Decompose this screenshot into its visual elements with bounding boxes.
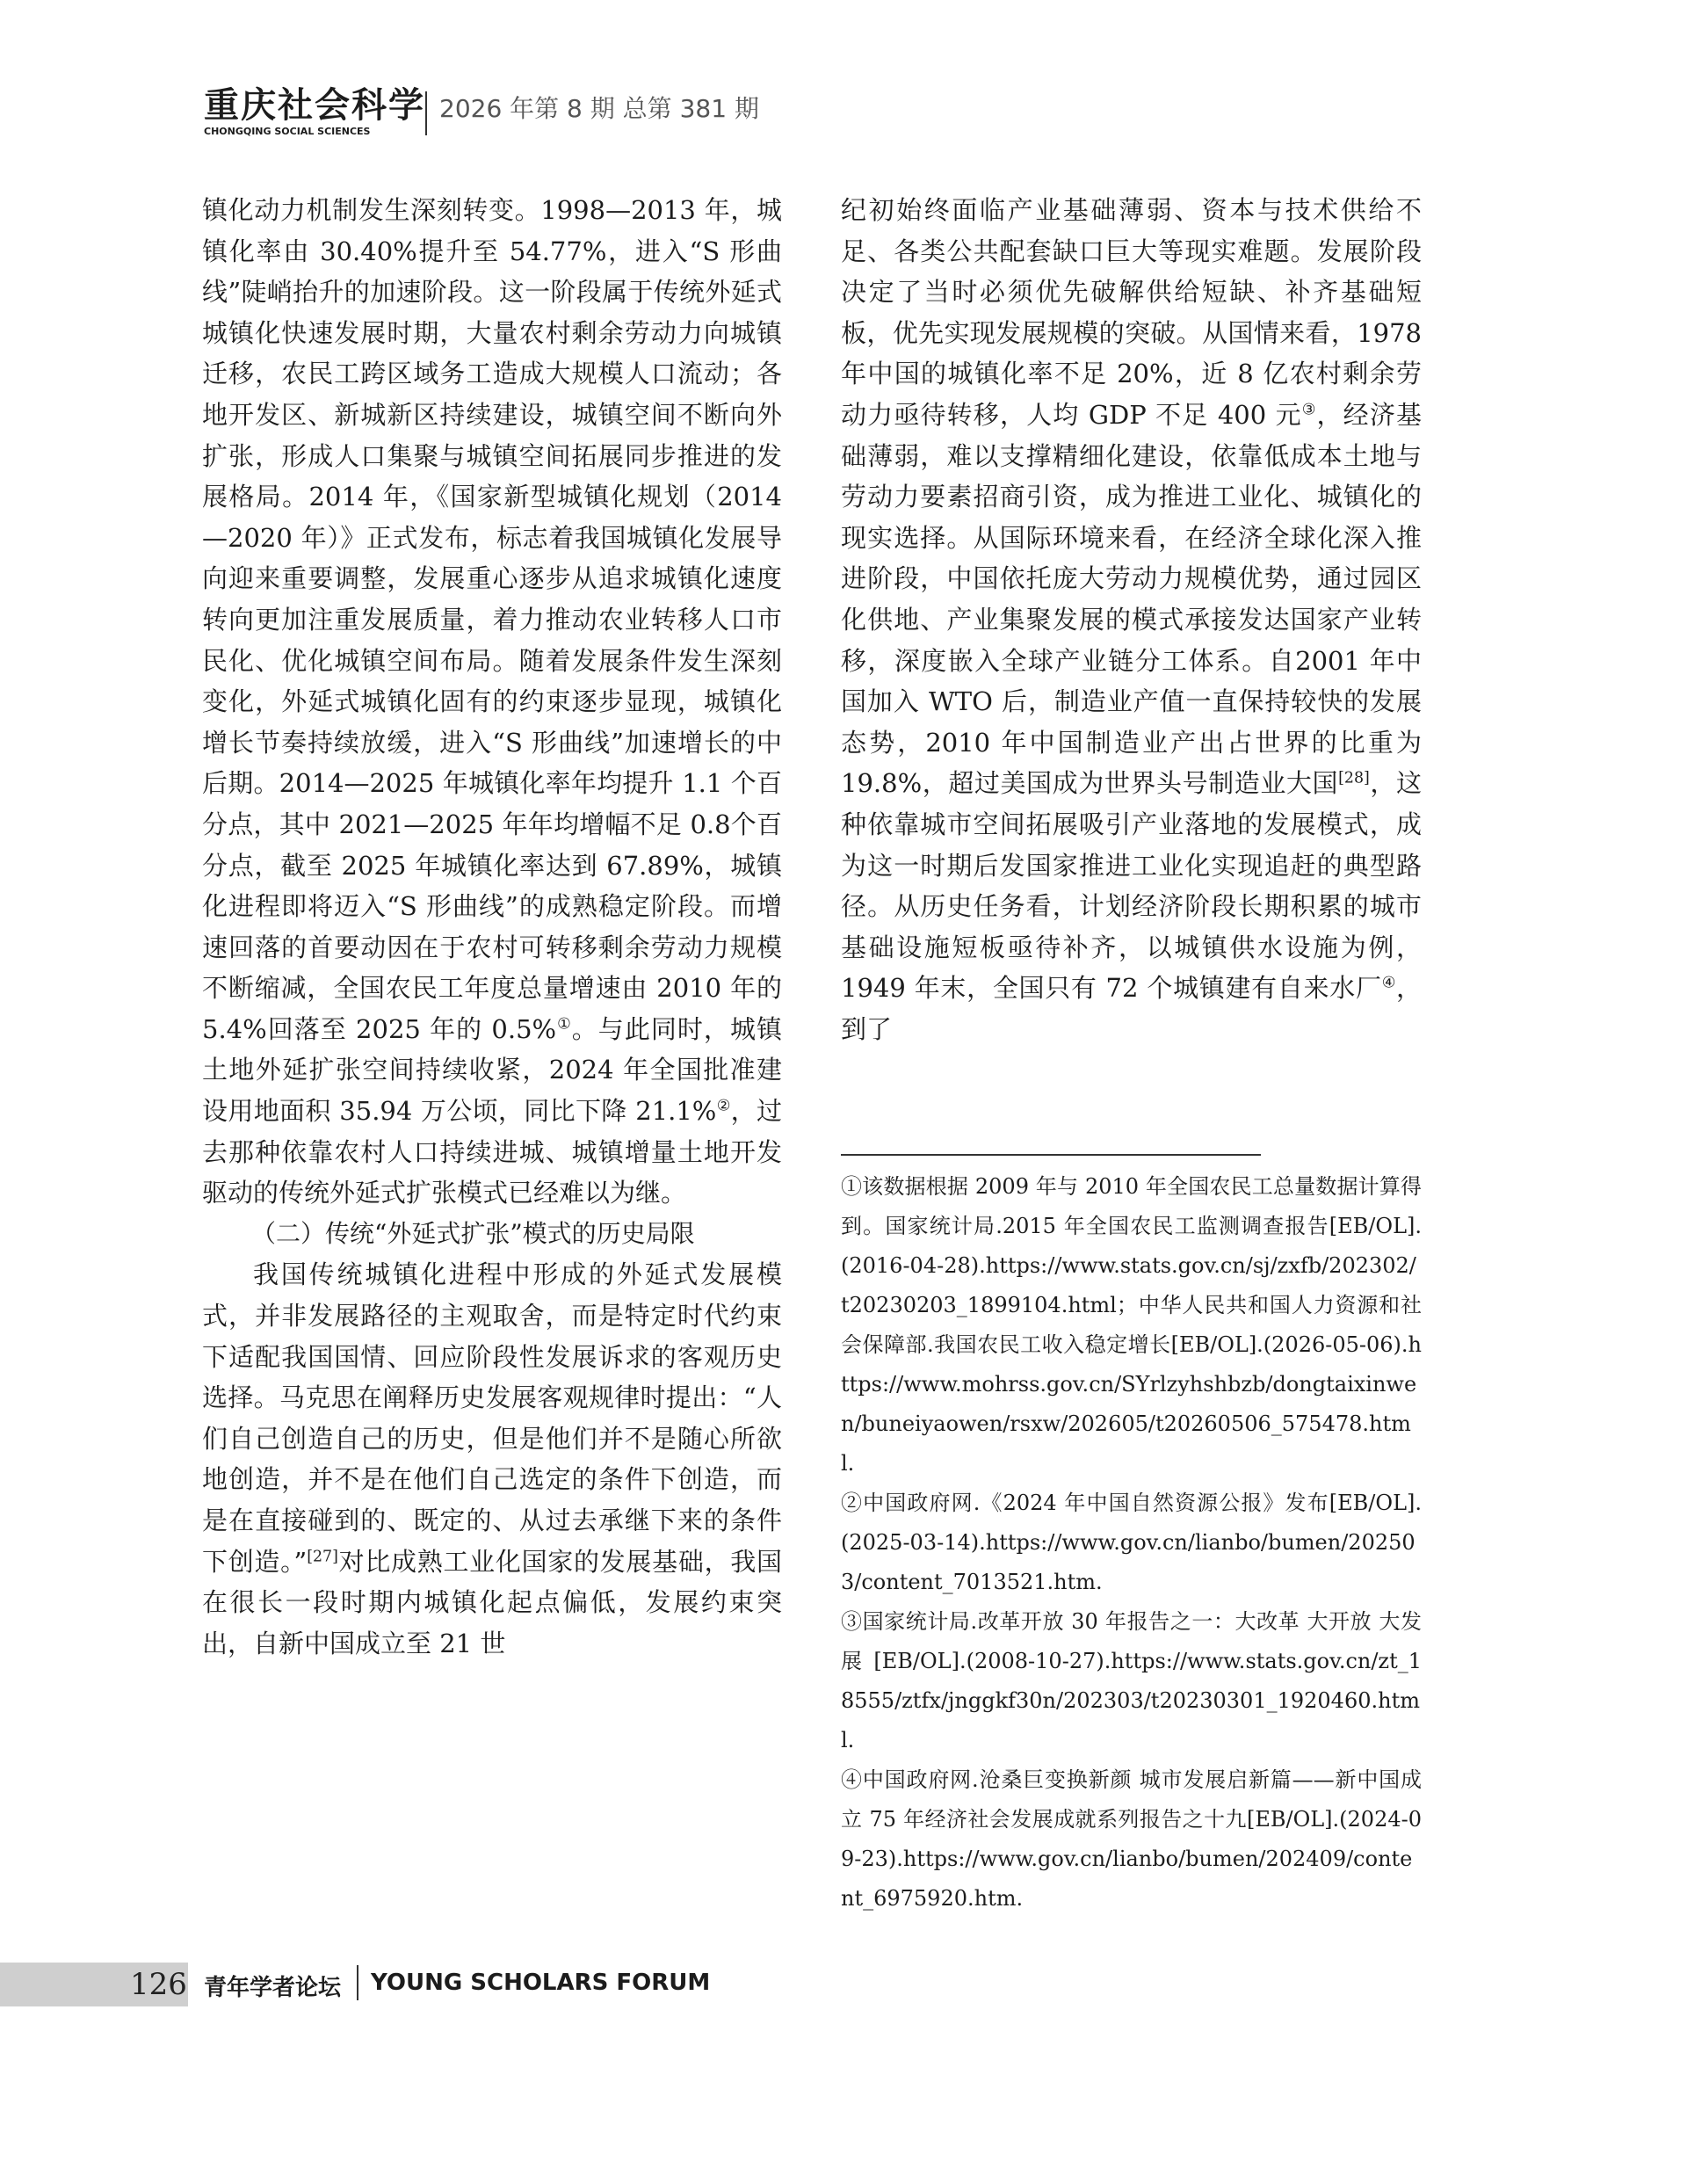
footnote-ref-1[interactable]: ① bbox=[556, 1015, 572, 1034]
paragraph-text: 纪初始终面临产业基础薄弱、资本与技术供给不足、各类公共配套缺口巨大等现实难题。发展阶段决定了当时必须优先破解供给短缺、补齐基础短板，优先实现发展规模的突破。从国情来看，1978 年中国的城镇化率不足 20%，近 8 亿农村剩余劳动力亟待转移，人均 GDP 不足 400 元 bbox=[841, 195, 1422, 430]
paragraph-text: 对比成熟工业化国家的发展基础，我国在很长一段时期内城镇化起点偏低，发展约束突出，自新中国成立至 21 世 bbox=[202, 1546, 782, 1658]
footnotes bbox=[841, 1167, 1422, 1919]
body-paragraph bbox=[841, 190, 1422, 1049]
paragraph-text: ，过去那种依靠农村人口持续进城、城镇增量土地开发驱动的传统外延式扩张模式已经难以为继。 bbox=[202, 1096, 782, 1208]
footnote-divider bbox=[841, 1154, 1261, 1156]
journal-title-en: CHONGQING SOCIAL SCIENCES bbox=[204, 126, 371, 137]
footnote-4: ④中国政府网.沧桑巨变换新颜 城市发展启新篇——新中国成立 75 年经济社会发展成就系列报告之十九[EB/OL].(2024-09-23).https://www.gov.cn/lianbo/bumen/202409/content_6975920.htm. bbox=[841, 1767, 1422, 1911]
footnote-ref-2[interactable]: ② bbox=[716, 1097, 731, 1115]
header-divider bbox=[425, 91, 427, 135]
issue-info: 2026 年第 8 期 总第 381 期 bbox=[439, 94, 759, 123]
paragraph-text: 镇化动力机制发生深刻转变。1998—2013 年，城镇化率由 30.40%提升至 54.77%，进入“S 形曲线”陡峭抬升的加速阶段。这一阶段属于传统外延式城镇化快速发展时期，大量农村剩余劳动力向城镇迁移，农民工跨区域务工造成大规模人口流动；各地开发区、新城新区持续建设，城镇空间不断向外扩张，形成人口集聚与城镇空间拓展同步推进的发展格局。2014 年，《国家新型城镇化规划（2014—2020 年）》正式发布，标志着我国城镇化发展导向迎来重要调整，发展重心逐步从追求城镇化速度转向更加注重发展质量，着力推动农业转移人口市民化、优化城镇空间布局。随着发展条件发生深刻变化，外延式城镇化固有的约束逐步显现，城镇化增长节奏持续放缓，进入“S 形曲线”加速增长的中后期。2014—2025 年城镇化率年均提升 1.1 个百分点，其中 2021—2025 年年均增幅不足 0.8个百分点，截至 2025 年城镇化率达到 67.89%，城镇化进程即将迈入“S 形曲线”的成熟稳定阶段。而增速回落的首要动因在于农村可转移剩余劳动力规模不断缩减，全国农民工年度总量增速由 2010 年的5.4%回落至 2025 年的 0.5% bbox=[202, 195, 782, 1044]
journal-title: 重庆社会科学 bbox=[204, 84, 425, 126]
citation-27[interactable]: [27] bbox=[307, 1547, 338, 1565]
footnote-1: ①该数据根据 2009 年与 2010 年全国农民工总量数据计算得到。国家统计局.2015 年全国农民工监测调查报告[EB/OL].(2016-04-28).https://www.stats.gov.cn/sj/zxfb/202302/t20230203_1899104.html；中华人民共和国人力资源和社会保障部.我国农民工收入稳定增长[EB/OL].(2026-05-06).https://www.mohrss.gov.cn/SYrlzyhshbzb/dongtaixinwen/buneiyaowen/rsxw/202605/t20260506_575478.html. bbox=[841, 1174, 1422, 1476]
body-paragraph bbox=[202, 190, 782, 1214]
footer-divider bbox=[357, 1965, 358, 2000]
footnote-2: ②中国政府网.《2024 年中国自然资源公报》发布[EB/OL].(2025-03-14).https://www.gov.cn/lianbo/bumen/202503/content_7013521.htm. bbox=[841, 1491, 1422, 1594]
right-column bbox=[841, 190, 1422, 1049]
left-column bbox=[202, 190, 782, 1664]
body-paragraph bbox=[202, 1254, 782, 1664]
paragraph-text: 。与此同时，城镇土地外延扩张空间持续收紧，2024 年全国批准建设用地面积 35.94 万公顷，同比下降 21.1% bbox=[202, 1013, 782, 1127]
footer-section-en: YOUNG SCHOLARS FORUM bbox=[371, 1970, 711, 1996]
footnote-ref-3[interactable]: ③ bbox=[1301, 401, 1317, 419]
footnote-3: ③国家统计局.改革开放 30 年报告之一：大改革 大开放 大发展[EB/OL].(2008-10-27).https://www.stats.gov.cn/zt_18555/ztfx/jnggkf30n/202303/t20230301_1920460.html. bbox=[841, 1609, 1422, 1752]
paragraph-text: 我国传统城镇化进程中形成的外延式发展模式，并非发展路径的主观取舍，而是特定时代约束下适配我国国情、回应阶段性发展诉求的客观历史选择。马克思在阐释历史发展客观规律时提出：“人们自己创造自己的历史，但是他们并不是随心所欲地创造，并不是在他们自己选定的条件下创造，而是在直接碰到的、既定的、从过去承继下来的条件下创造。” bbox=[202, 1259, 782, 1577]
paragraph-text: ，这种依靠城市空间拓展吸引产业落地的发展模式，成为这一时期后发国家推进工业化实现追赶的典型路径。从历史任务看，计划经济阶段长期积累的城市基础设施短板亟待补齐，以城镇供水设施为例，1949 年末，全国只有 72 个城镇建有自来水厂 bbox=[841, 768, 1422, 1004]
paragraph-text: ，经济基础薄弱，难以支撑精细化建设，依靠低成本土地与劳动力要素招商引资，成为推进工业化、城镇化的现实选择。从国际环境来看，在经济全球化深入推进阶段，中国依托庞大劳动力规模优势，通过园区化供地、产业集聚发展的模式承接发达国家产业转移，深度嵌入全球产业链分工体系。自2001 年中国加入 WTO 后，制造业产值一直保持较快的发展态势，2010 年中国制造业产出占世界的比重为 19.8%，超过美国成为世界头号制造业大国 bbox=[841, 399, 1423, 799]
footnote-ref-4[interactable]: ④ bbox=[1381, 974, 1396, 992]
citation-28[interactable]: [28] bbox=[1338, 769, 1370, 787]
page-number: 126 bbox=[130, 1967, 187, 2002]
section-heading: （二）传统“外延式扩张”模式的历史局限 bbox=[251, 1218, 695, 1248]
footer-section-zh: 青年学者论坛 bbox=[204, 1975, 342, 2001]
paragraph-text: ，到了 bbox=[841, 973, 1422, 1044]
